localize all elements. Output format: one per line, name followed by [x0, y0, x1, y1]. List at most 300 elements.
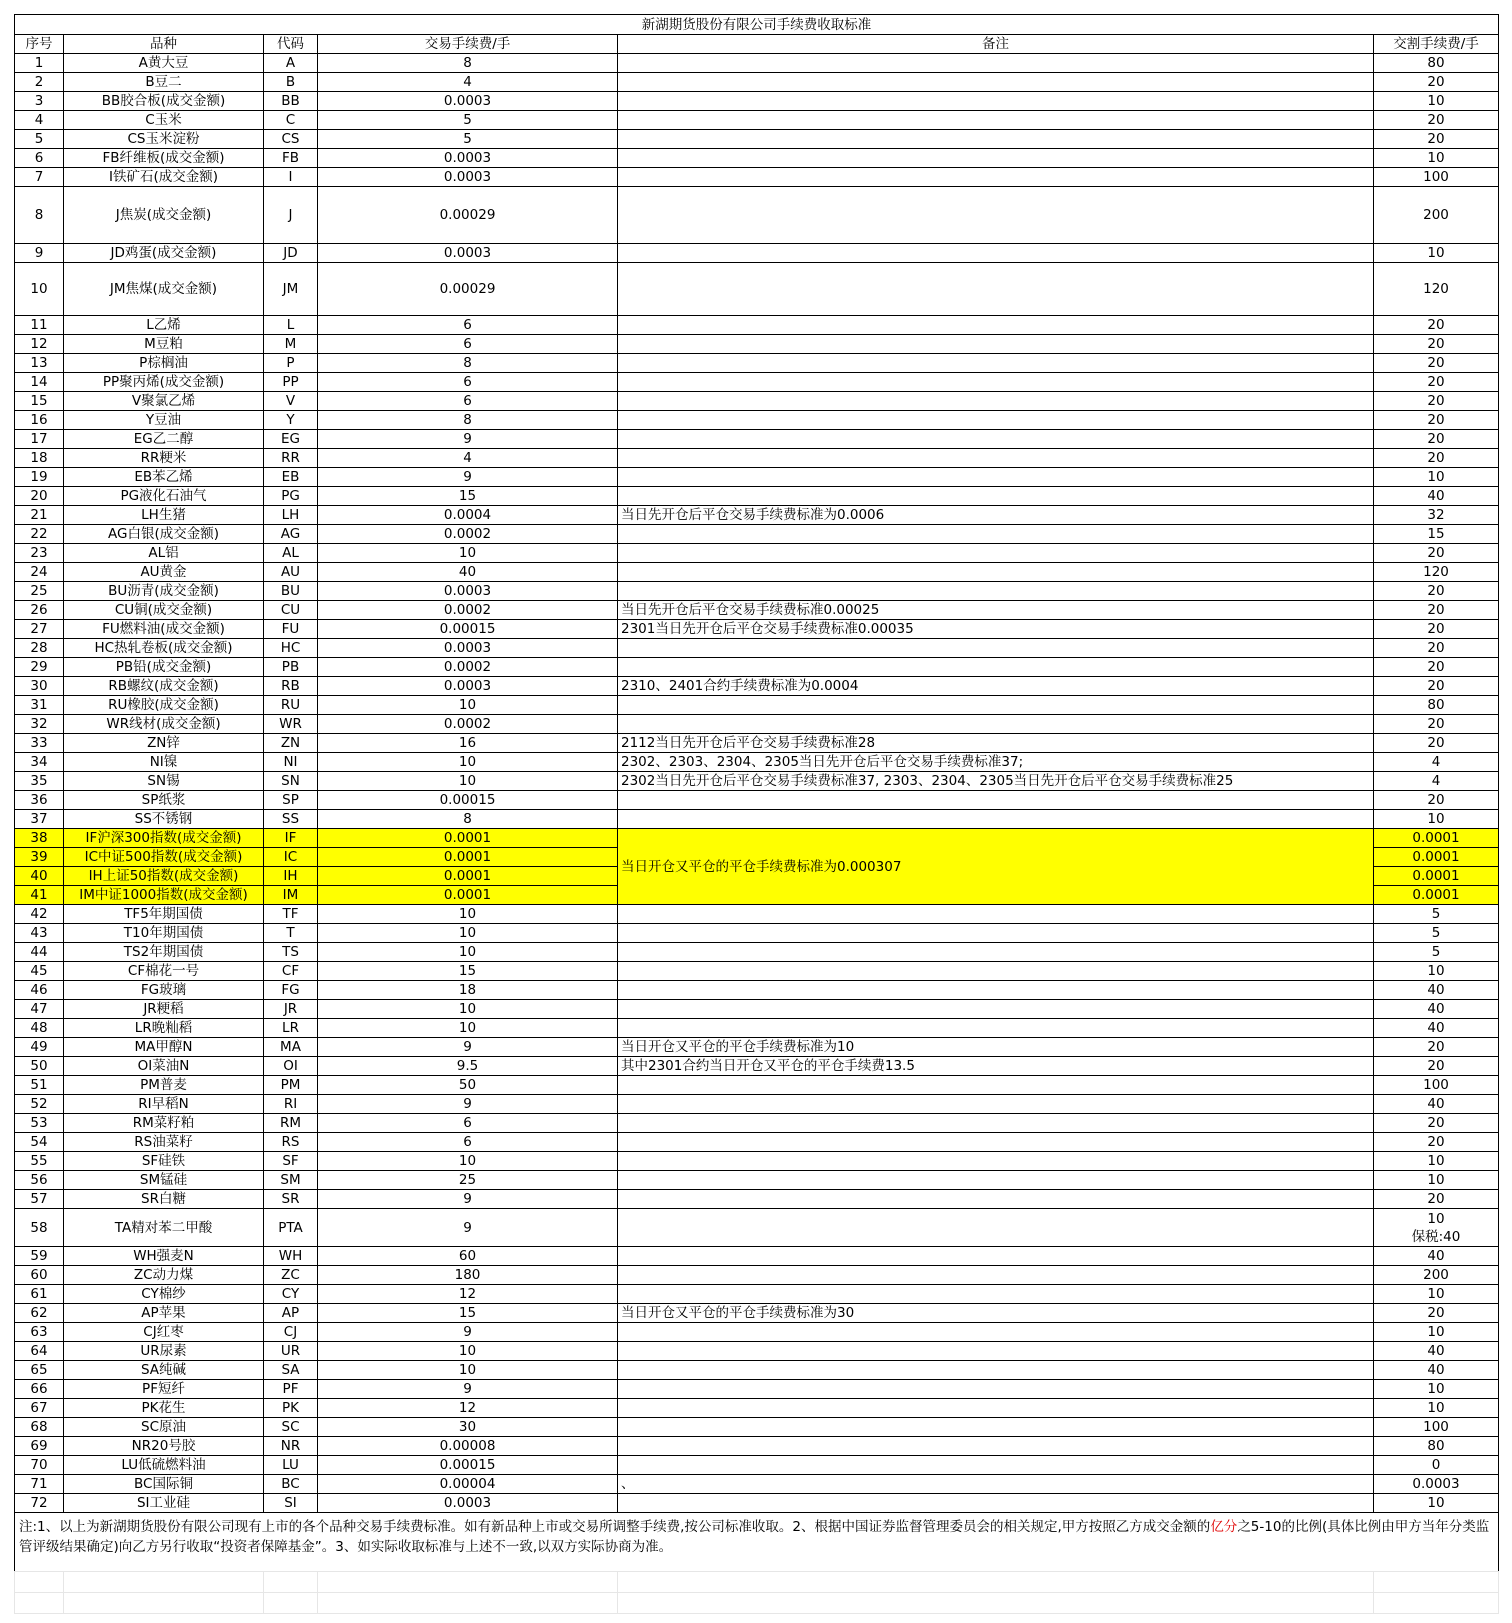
cell-code: AL — [264, 544, 318, 563]
cell-variety: SI工业硅 — [64, 1494, 264, 1513]
cell-remark — [618, 392, 1374, 411]
cell-fee: 0.0001 — [318, 867, 618, 886]
cell-code: PM — [264, 1076, 318, 1095]
cell-fee: 10 — [318, 905, 618, 924]
cell-settle: 20 — [1374, 430, 1499, 449]
cell-seq: 38 — [15, 829, 64, 848]
cell-seq: 60 — [15, 1266, 64, 1285]
table-row — [15, 772, 1499, 791]
cell-fee: 12 — [318, 1399, 618, 1418]
cell-seq: 30 — [15, 677, 64, 696]
table-row — [15, 639, 1499, 658]
cell-code: SN — [264, 772, 318, 791]
cell-variety: SM锰硅 — [64, 1171, 264, 1190]
cell-code: JD — [264, 244, 318, 263]
cell-fee: 8 — [318, 54, 618, 73]
cell-variety: CF棉花一号 — [64, 962, 264, 981]
cell-seq: 27 — [15, 620, 64, 639]
cell-fee: 9 — [318, 1380, 618, 1399]
cell-remark — [618, 316, 1374, 335]
cell-code: EB — [264, 468, 318, 487]
cell-seq: 7 — [15, 168, 64, 187]
cell-variety: TF5年期国债 — [64, 905, 264, 924]
cell-code: IH — [264, 867, 318, 886]
cell-seq: 69 — [15, 1437, 64, 1456]
table-row — [15, 1456, 1499, 1475]
cell-code: SA — [264, 1361, 318, 1380]
cell-remark — [618, 1190, 1374, 1209]
cell-variety: PG液化石油气 — [64, 487, 264, 506]
cell-seq: 50 — [15, 1057, 64, 1076]
cell-code: MA — [264, 1038, 318, 1057]
cell-seq: 20 — [15, 487, 64, 506]
cell-seq: 19 — [15, 468, 64, 487]
cell-settle: 100 — [1374, 168, 1499, 187]
table-row — [15, 943, 1499, 962]
cell-code: J — [264, 187, 318, 244]
cell-settle: 0.0003 — [1374, 1475, 1499, 1494]
cell-remark — [618, 1095, 1374, 1114]
table-row — [15, 1304, 1499, 1323]
cell-seq: 10 — [15, 263, 64, 316]
cell-fee: 8 — [318, 810, 618, 829]
cell-seq: 57 — [15, 1190, 64, 1209]
cell-remark — [618, 487, 1374, 506]
cell-variety: NI镍 — [64, 753, 264, 772]
cell-fee: 10 — [318, 924, 618, 943]
table-row — [15, 54, 1499, 73]
cell-code: NI — [264, 753, 318, 772]
cell-code: JM — [264, 263, 318, 316]
cell-code: RU — [264, 696, 318, 715]
cell-remark — [618, 563, 1374, 582]
cell-remark — [618, 544, 1374, 563]
settle-line-2: 保税:40 — [1411, 1228, 1461, 1245]
cell-code: OI — [264, 1057, 318, 1076]
cell-seq: 4 — [15, 111, 64, 130]
cell-code: AG — [264, 525, 318, 544]
cell-fee: 0.00015 — [318, 1456, 618, 1475]
cell-fee: 0.0003 — [318, 244, 618, 263]
table-row — [15, 1361, 1499, 1380]
table-row — [15, 449, 1499, 468]
cell-variety: CS玉米淀粉 — [64, 130, 264, 149]
cell-fee: 0.0002 — [318, 658, 618, 677]
cell-fee: 0.0002 — [318, 715, 618, 734]
cell-code: JR — [264, 1000, 318, 1019]
cell-variety: ZN锌 — [64, 734, 264, 753]
cell-variety: NR20号胶 — [64, 1437, 264, 1456]
cell-settle: 20 — [1374, 130, 1499, 149]
cell-variety: MA甲醇N — [64, 1038, 264, 1057]
cell-code: LU — [264, 1456, 318, 1475]
table-row — [15, 658, 1499, 677]
cell-seq: 37 — [15, 810, 64, 829]
cell-fee: 0.00015 — [318, 620, 618, 639]
cell-remark — [618, 335, 1374, 354]
table-row — [15, 392, 1499, 411]
table-row — [15, 1019, 1499, 1038]
cell-code: P — [264, 354, 318, 373]
header-settle: 交割手续费/手 — [1374, 35, 1499, 54]
table-row — [15, 149, 1499, 168]
cell-settle: 10 — [1374, 1323, 1499, 1342]
cell-code: PF — [264, 1380, 318, 1399]
cell-fee: 50 — [318, 1076, 618, 1095]
cell-remark — [618, 1380, 1374, 1399]
cell-variety: CU铜(成交金额) — [64, 601, 264, 620]
cell-remark — [618, 1361, 1374, 1380]
cell-remark — [618, 1437, 1374, 1456]
cell-variety: PM普麦 — [64, 1076, 264, 1095]
cell-seq: 59 — [15, 1247, 64, 1266]
cell-variety: LH生猪 — [64, 506, 264, 525]
cell-variety: T10年期国债 — [64, 924, 264, 943]
cell-seq: 3 — [15, 92, 64, 111]
table-row — [15, 753, 1499, 772]
cell-remark — [618, 73, 1374, 92]
cell-fee: 0.00004 — [318, 1475, 618, 1494]
cell-code: RR — [264, 449, 318, 468]
cell-code: BB — [264, 92, 318, 111]
cell-settle: 10 — [1374, 1399, 1499, 1418]
cell-seq: 9 — [15, 244, 64, 263]
table-row — [15, 1133, 1499, 1152]
cell-remark: 2301当日先开仓后平仓交易手续费标准0.00035 — [618, 620, 1374, 639]
table-row — [15, 563, 1499, 582]
cell-fee: 0.0003 — [318, 677, 618, 696]
cell-remark — [618, 905, 1374, 924]
cell-remark — [618, 1114, 1374, 1133]
cell-settle: 40 — [1374, 487, 1499, 506]
cell-variety: AG白银(成交金额) — [64, 525, 264, 544]
cell-seq: 64 — [15, 1342, 64, 1361]
cell-remark — [618, 1342, 1374, 1361]
cell-settle: 40 — [1374, 981, 1499, 1000]
cell-code: PK — [264, 1399, 318, 1418]
cell-seq: 41 — [15, 886, 64, 905]
cell-remark — [618, 187, 1374, 244]
table-row — [15, 544, 1499, 563]
cell-code: FU — [264, 620, 318, 639]
table-row — [15, 1437, 1499, 1456]
cell-fee: 8 — [318, 354, 618, 373]
cell-code: LH — [264, 506, 318, 525]
cell-settle: 32 — [1374, 506, 1499, 525]
cell-settle: 40 — [1374, 1095, 1499, 1114]
cell-variety: RM菜籽粕 — [64, 1114, 264, 1133]
cell-variety: BC国际铜 — [64, 1475, 264, 1494]
table-row — [15, 962, 1499, 981]
cell-seq: 5 — [15, 130, 64, 149]
cell-variety: B豆二 — [64, 73, 264, 92]
cell-settle: 0 — [1374, 1456, 1499, 1475]
table-row — [15, 1000, 1499, 1019]
cell-settle: 20 — [1374, 411, 1499, 430]
cell-fee: 0.0003 — [318, 582, 618, 601]
cell-settle: 10 — [1374, 1380, 1499, 1399]
table-row — [15, 1418, 1499, 1437]
cell-settle: 200 — [1374, 187, 1499, 244]
cell-settle: 20 — [1374, 1114, 1499, 1133]
cell-settle: 20 — [1374, 449, 1499, 468]
cell-fee: 0.00015 — [318, 791, 618, 810]
cell-remark — [618, 582, 1374, 601]
cell-settle: 80 — [1374, 54, 1499, 73]
table-row — [15, 168, 1499, 187]
table-row — [15, 715, 1499, 734]
table-row — [15, 1266, 1499, 1285]
cell-settle: 20 — [1374, 1038, 1499, 1057]
cell-remark — [618, 1266, 1374, 1285]
cell-variety: FB纤维板(成交金额) — [64, 149, 264, 168]
cell-code: EG — [264, 430, 318, 449]
cell-code: M — [264, 335, 318, 354]
note-text-1: 注:1、以上为新湖期货股份有限公司现有上市的各个品种交易手续费标准。如有新品种上市或交易所调整手续费,按公司标准收取。2、根据中国证券监督管理委员会的相关规定,甲方按照乙方成交金额的 — [19, 1519, 1211, 1535]
cell-variety: IM中证1000指数(成交金额) — [64, 886, 264, 905]
cell-variety: AP苹果 — [64, 1304, 264, 1323]
cell-settle: 20 — [1374, 544, 1499, 563]
cell-seq: 23 — [15, 544, 64, 563]
cell-code: C — [264, 111, 318, 130]
cell-remark — [618, 411, 1374, 430]
cell-settle: 40 — [1374, 1000, 1499, 1019]
cell-seq: 52 — [15, 1095, 64, 1114]
cell-code: UR — [264, 1342, 318, 1361]
cell-settle: 120 — [1374, 263, 1499, 316]
cell-remark: 当日开仓又平仓的平仓手续费标准为30 — [618, 1304, 1374, 1323]
cell-fee: 6 — [318, 335, 618, 354]
cell-code: NR — [264, 1437, 318, 1456]
cell-fee: 0.0003 — [318, 639, 618, 658]
cell-code: I — [264, 168, 318, 187]
cell-remark-merged: 当日开仓又平仓的平仓手续费标准为0.000307 — [618, 829, 1374, 905]
cell-seq: 54 — [15, 1133, 64, 1152]
cell-remark — [618, 92, 1374, 111]
cell-remark — [618, 981, 1374, 1000]
header-seq: 序号 — [15, 35, 64, 54]
cell-variety: RU橡胶(成交金额) — [64, 696, 264, 715]
cell-fee: 25 — [318, 1171, 618, 1190]
table-row — [15, 1171, 1499, 1190]
cell-variety: V聚氯乙烯 — [64, 392, 264, 411]
cell-fee: 12 — [318, 1285, 618, 1304]
cell-seq: 12 — [15, 335, 64, 354]
cell-variety: FU燃料油(成交金额) — [64, 620, 264, 639]
cell-variety: C玉米 — [64, 111, 264, 130]
cell-remark — [618, 924, 1374, 943]
cell-fee: 10 — [318, 1361, 618, 1380]
table-row — [15, 1323, 1499, 1342]
cell-settle: 20 — [1374, 620, 1499, 639]
cell-remark — [618, 1323, 1374, 1342]
cell-seq: 63 — [15, 1323, 64, 1342]
table-row — [15, 130, 1499, 149]
cell-remark — [618, 430, 1374, 449]
table-row — [15, 1494, 1499, 1513]
cell-remark — [618, 130, 1374, 149]
cell-remark — [618, 525, 1374, 544]
cell-settle: 20 — [1374, 1190, 1499, 1209]
cell-settle: 15 — [1374, 525, 1499, 544]
cell-settle: 200 — [1374, 1266, 1499, 1285]
cell-code: FB — [264, 149, 318, 168]
table-row — [15, 73, 1499, 92]
cell-fee: 0.0003 — [318, 149, 618, 168]
cell-seq: 36 — [15, 791, 64, 810]
cell-code: IF — [264, 829, 318, 848]
table-row — [15, 677, 1499, 696]
table-row — [15, 1380, 1499, 1399]
cell-code: WR — [264, 715, 318, 734]
cell-variety: RR粳米 — [64, 449, 264, 468]
cell-fee: 10 — [318, 943, 618, 962]
cell-code: PTA — [264, 1209, 318, 1247]
cell-settle: 10 — [1374, 962, 1499, 981]
cell-fee: 10 — [318, 1000, 618, 1019]
cell-fee: 10 — [318, 1019, 618, 1038]
cell-code: LR — [264, 1019, 318, 1038]
cell-remark — [618, 149, 1374, 168]
cell-settle: 20 — [1374, 335, 1499, 354]
cell-fee: 8 — [318, 411, 618, 430]
cell-remark — [618, 1076, 1374, 1095]
footer-note — [15, 1513, 1499, 1572]
cell-seq: 43 — [15, 924, 64, 943]
cell-remark: 当日先开仓后平仓交易手续费标准为0.0006 — [618, 506, 1374, 525]
cell-fee: 9 — [318, 1095, 618, 1114]
table-row — [15, 1247, 1499, 1266]
cell-code: CY — [264, 1285, 318, 1304]
cell-fee: 0.0003 — [318, 92, 618, 111]
cell-seq: 51 — [15, 1076, 64, 1095]
table-row — [15, 1475, 1499, 1494]
table-row — [15, 1095, 1499, 1114]
cell-code: TS — [264, 943, 318, 962]
cell-code: TF — [264, 905, 318, 924]
table-row — [15, 263, 1499, 316]
table-row — [15, 92, 1499, 111]
cell-fee: 10 — [318, 696, 618, 715]
table-row — [15, 1209, 1499, 1247]
cell-seq: 62 — [15, 1304, 64, 1323]
cell-settle: 5 — [1374, 924, 1499, 943]
cell-fee: 10 — [318, 1152, 618, 1171]
cell-remark — [618, 715, 1374, 734]
cell-fee: 10 — [318, 1342, 618, 1361]
cell-settle: 40 — [1374, 1247, 1499, 1266]
cell-variety: AL铝 — [64, 544, 264, 563]
cell-remark — [618, 111, 1374, 130]
cell-settle: 20 — [1374, 582, 1499, 601]
settle-line-1: 10 — [1427, 1210, 1445, 1227]
cell-settle: 20 — [1374, 1057, 1499, 1076]
cell-remark — [618, 696, 1374, 715]
cell-code: AU — [264, 563, 318, 582]
cell-fee: 9 — [318, 468, 618, 487]
cell-remark — [618, 1399, 1374, 1418]
cell-seq: 22 — [15, 525, 64, 544]
cell-variety: CJ红枣 — [64, 1323, 264, 1342]
cell-settle: 40 — [1374, 1361, 1499, 1380]
cell-settle: 10 — [1374, 810, 1499, 829]
cell-settle: 10 — [1374, 468, 1499, 487]
cell-variety: PP聚丙烯(成交金额) — [64, 373, 264, 392]
cell-settle: 0.0001 — [1374, 867, 1499, 886]
cell-settle: 40 — [1374, 1019, 1499, 1038]
cell-seq: 55 — [15, 1152, 64, 1171]
cell-code: SR — [264, 1190, 318, 1209]
cell-code: SP — [264, 791, 318, 810]
cell-fee: 10 — [318, 753, 618, 772]
cell-code: SC — [264, 1418, 318, 1437]
table-row — [15, 582, 1499, 601]
cell-settle: 5 — [1374, 943, 1499, 962]
cell-remark: 当日开仓又平仓的平仓手续费标准为10 — [618, 1038, 1374, 1057]
cell-code: CJ — [264, 1323, 318, 1342]
cell-variety: RB螺纹(成交金额) — [64, 677, 264, 696]
cell-remark — [618, 354, 1374, 373]
cell-settle: 20 — [1374, 111, 1499, 130]
cell-remark: 其中2301合约当日开仓又平仓的平仓手续费13.5 — [618, 1057, 1374, 1076]
cell-seq: 66 — [15, 1380, 64, 1399]
cell-fee: 15 — [318, 962, 618, 981]
cell-remark — [618, 639, 1374, 658]
cell-code: IM — [264, 886, 318, 905]
cell-code: BC — [264, 1475, 318, 1494]
cell-seq: 25 — [15, 582, 64, 601]
cell-variety: SS不锈钢 — [64, 810, 264, 829]
cell-fee: 9 — [318, 1038, 618, 1057]
cell-seq: 53 — [15, 1114, 64, 1133]
note-row — [15, 1513, 1499, 1572]
cell-seq: 67 — [15, 1399, 64, 1418]
cell-fee: 0.00029 — [318, 263, 618, 316]
cell-settle: 20 — [1374, 715, 1499, 734]
cell-remark — [618, 449, 1374, 468]
cell-remark — [618, 962, 1374, 981]
cell-settle: 10 — [1374, 1152, 1499, 1171]
cell-settle: 10 — [1374, 1494, 1499, 1513]
cell-remark — [618, 1285, 1374, 1304]
cell-fee: 6 — [318, 316, 618, 335]
cell-settle: 20 — [1374, 392, 1499, 411]
table-row — [15, 354, 1499, 373]
cell-variety: CY棉纱 — [64, 1285, 264, 1304]
cell-settle: 20 — [1374, 354, 1499, 373]
cell-fee: 4 — [318, 449, 618, 468]
cell-fee: 6 — [318, 373, 618, 392]
cell-settle: 4 — [1374, 772, 1499, 791]
cell-code: CU — [264, 601, 318, 620]
cell-settle: 20 — [1374, 658, 1499, 677]
table-row — [15, 924, 1499, 943]
cell-code: RB — [264, 677, 318, 696]
cell-variety: LU低硫燃料油 — [64, 1456, 264, 1475]
cell-variety: BU沥青(成交金额) — [64, 582, 264, 601]
cell-remark: 当日先开仓后平仓交易手续费标准0.00025 — [618, 601, 1374, 620]
cell-remark — [618, 1494, 1374, 1513]
cell-remark: 、 — [618, 1475, 1374, 1494]
cell-variety: I铁矿石(成交金额) — [64, 168, 264, 187]
cell-settle — [1374, 1209, 1499, 1247]
cell-fee: 0.00029 — [318, 187, 618, 244]
cell-code: SF — [264, 1152, 318, 1171]
cell-code: PB — [264, 658, 318, 677]
cell-fee: 6 — [318, 392, 618, 411]
cell-variety: LR晚籼稻 — [64, 1019, 264, 1038]
cell-settle: 20 — [1374, 639, 1499, 658]
